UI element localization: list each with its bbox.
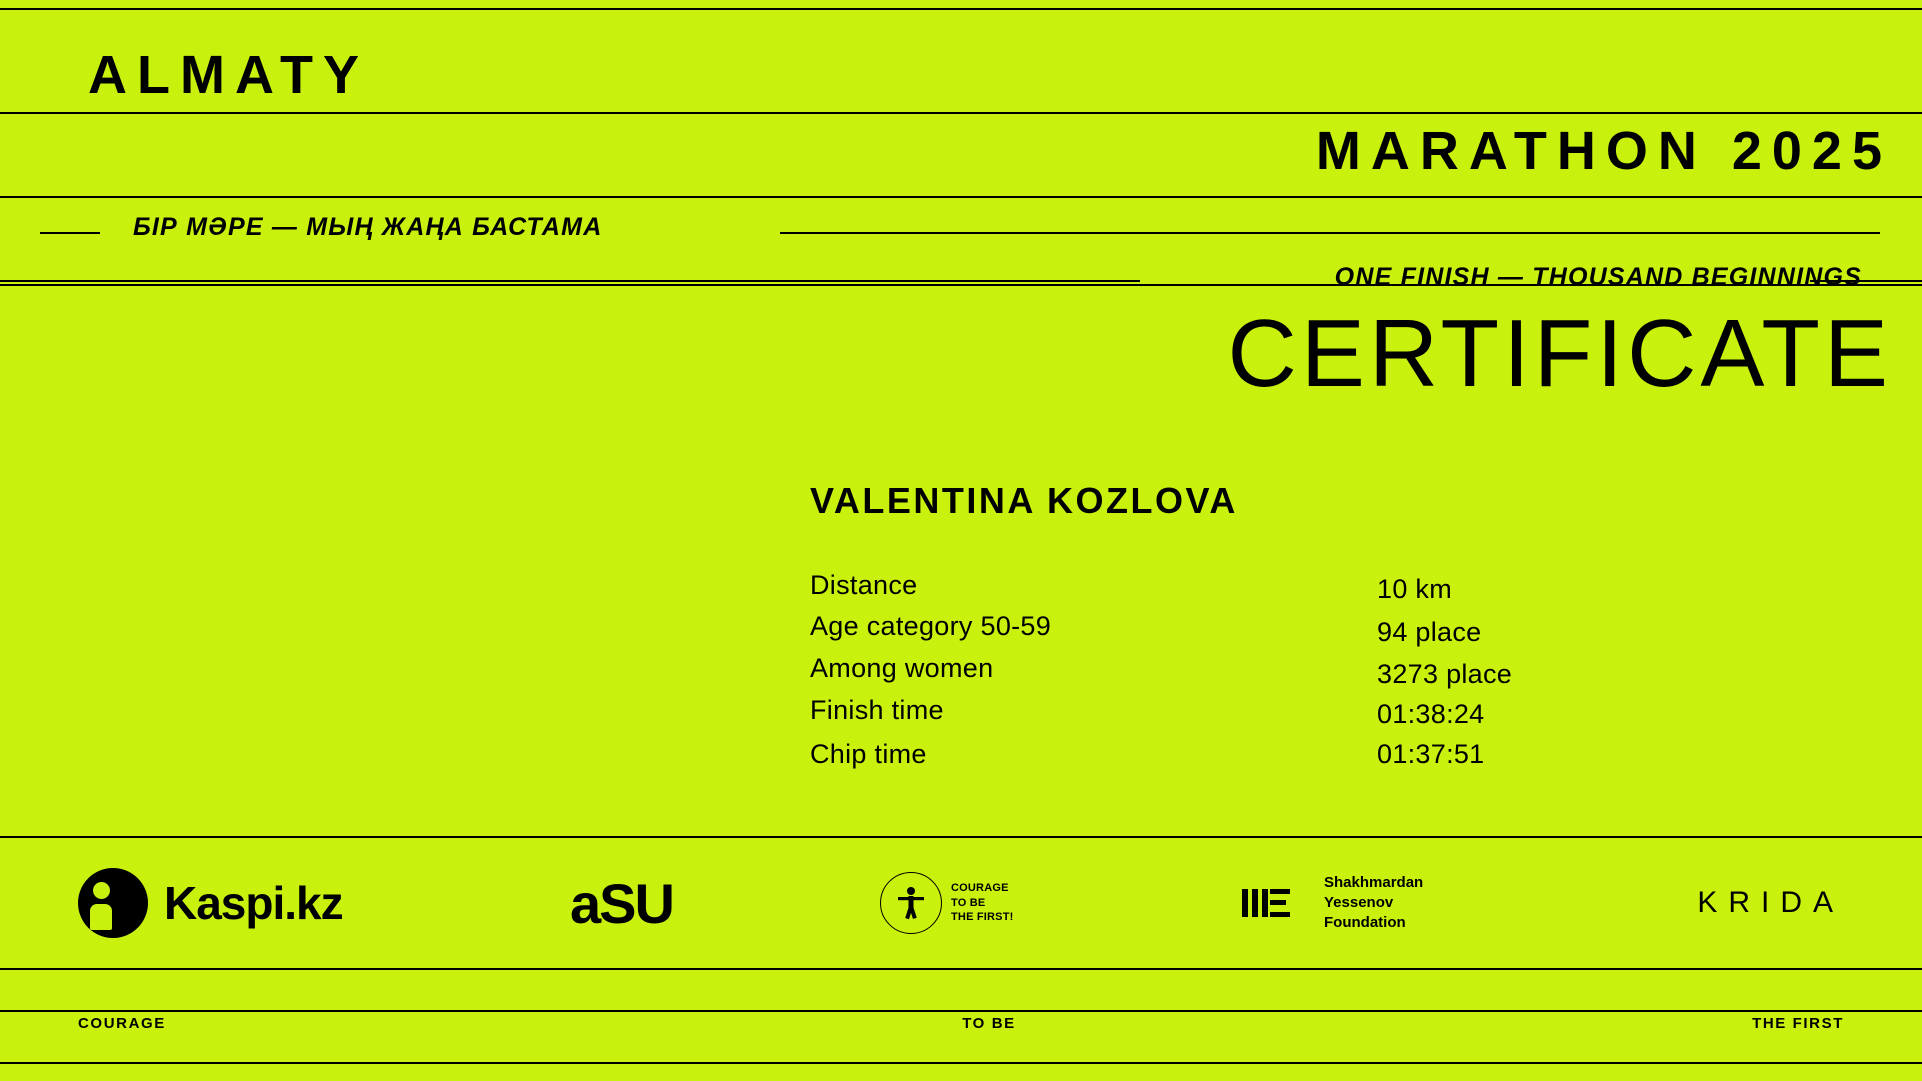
divider-segment xyxy=(40,232,100,234)
yessenov-line-3: Foundation xyxy=(1324,914,1406,932)
result-label: Distance xyxy=(810,570,918,600)
result-value: 01:37:51 xyxy=(1377,739,1485,769)
result-row xyxy=(810,739,1870,770)
result-row xyxy=(810,570,1870,604)
footer-right: THE FIRST xyxy=(1752,1015,1844,1032)
divider-line xyxy=(0,968,1922,970)
yessenov-logo-icon xyxy=(1240,883,1312,923)
result-value: 10 km xyxy=(1377,574,1453,604)
result-label: Among women xyxy=(810,653,994,683)
footer-left: COURAGE xyxy=(78,1015,166,1032)
event-title: MARATHON 2025 xyxy=(1315,121,1892,181)
sponsor-kaspi xyxy=(78,868,343,938)
result-value: 3273 place xyxy=(1377,659,1513,689)
divider-line xyxy=(0,1010,1922,1012)
participant-name: VALENTINA KOZLOVA xyxy=(810,480,1238,521)
sponsor-yessenov-foundation xyxy=(1240,873,1423,934)
sponsor-krida: KRIDA xyxy=(1697,886,1844,919)
courage-line-2: TO BE xyxy=(951,896,986,909)
courage-line-1: COURAGE xyxy=(951,881,1009,894)
footer-middle: TO BE xyxy=(962,1015,1016,1032)
yessenov-line-1: Shakhmardan xyxy=(1324,873,1424,891)
divider-segment xyxy=(780,232,1880,234)
yessenov-line-2: Yessenov xyxy=(1324,893,1394,911)
sponsor-strip xyxy=(0,838,1922,968)
courage-fund-wordmark xyxy=(951,881,1014,926)
divider-line xyxy=(0,112,1922,114)
divider-segment xyxy=(0,280,1140,282)
result-label: Chip time xyxy=(810,739,927,769)
yessenov-wordmark xyxy=(1324,873,1423,934)
result-label: Finish time xyxy=(810,695,944,725)
result-label: Age category 50-59 xyxy=(810,611,1052,641)
result-row xyxy=(810,611,1870,647)
courage-fund-icon xyxy=(880,872,942,934)
sponsor-courage-fund xyxy=(880,872,1014,934)
divider-line xyxy=(0,1062,1922,1064)
footer-slogan xyxy=(0,1015,1922,1032)
city-title: ALMATY xyxy=(88,45,369,105)
kaspi-wordmark: Kaspi.kz xyxy=(164,877,343,929)
runner-figure-icon xyxy=(896,886,926,920)
result-row xyxy=(810,653,1870,689)
sponsor-asu: aSU xyxy=(570,871,673,935)
certificate-heading: CERTIFICATE xyxy=(1227,300,1892,407)
divider-line xyxy=(0,8,1922,10)
results-table xyxy=(810,570,1870,770)
result-row xyxy=(810,695,1870,729)
tagline-english: ONE FINISH — THOUSAND BEGINNINGS xyxy=(1334,263,1862,291)
courage-line-3: THE FIRST! xyxy=(951,911,1014,924)
kaspi-logo-icon xyxy=(78,868,148,938)
result-value: 94 place xyxy=(1377,617,1482,647)
tagline-kazakh: БІР МӘРЕ — МЫҢ ЖАҢА БАСТАМА xyxy=(133,213,603,241)
result-value: 01:38:24 xyxy=(1377,699,1485,729)
divider-line xyxy=(0,196,1922,198)
